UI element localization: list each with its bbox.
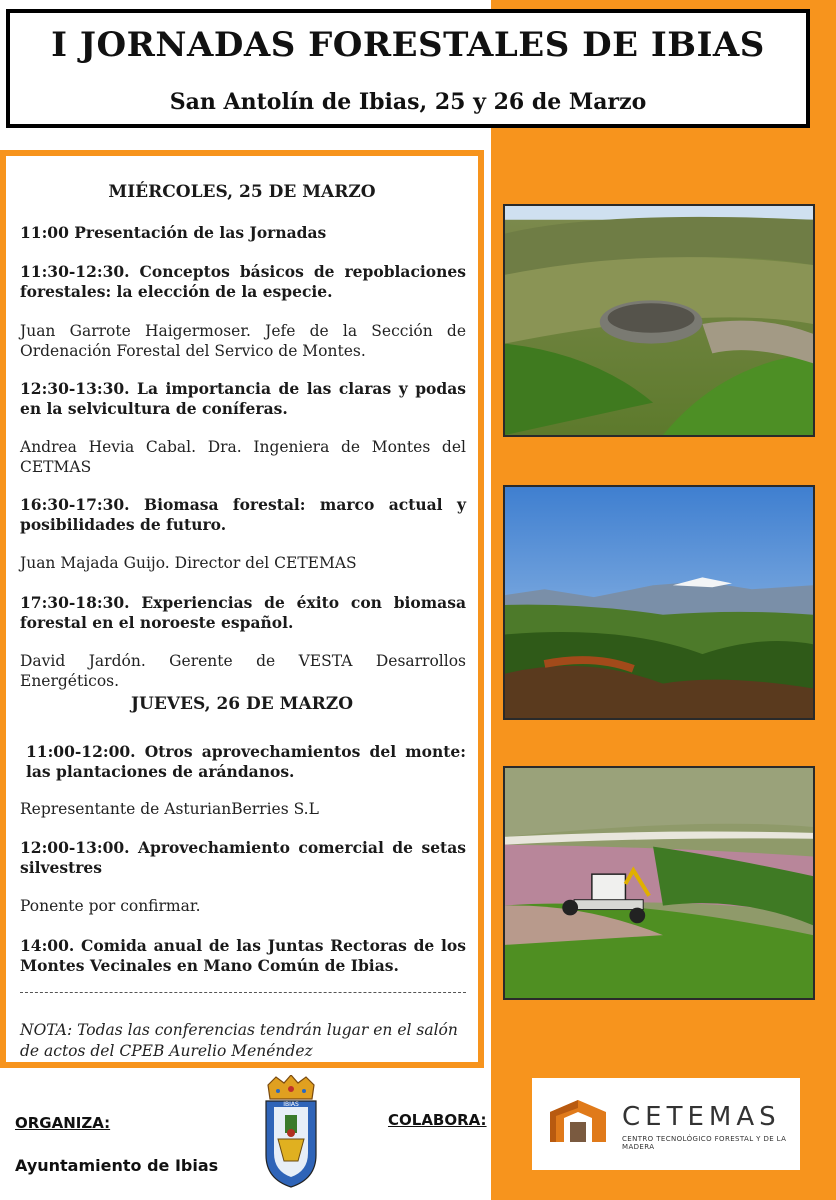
day2-item1-speaker: Representante de AsturianBerries S.L <box>20 800 319 818</box>
day2-item1-title: 11:00-12:00. Otros aprovechamientos del monte: las plantaciones de arándanos. <box>26 742 466 781</box>
day1-item3-title: 12:30-13:30. La importancia de las claras y podas en la selvicultura de coníferas. <box>20 379 466 418</box>
day1-heading: MIÉRCOLES, 25 DE MARZO <box>108 182 376 202</box>
cetemas-logo-icon <box>546 1098 610 1144</box>
day1-item5-speaker: David Jardón. Gerente de VESTA Desarrollos Energéticos. <box>20 652 466 690</box>
title-banner <box>6 9 810 128</box>
venue-note: NOTA: Todas las conferencias tendrán lugar en el salón de actos del CPEB Aurelio Menéndez <box>20 1021 458 1060</box>
dashed-divider <box>20 992 466 993</box>
photo-stone-hut <box>503 204 815 437</box>
cetemas-logo-tagline: CENTRO TECNOLÓGICO FORESTAL Y DE LA MADERA <box>622 1135 787 1151</box>
day1-item2-speaker: Juan Garrote Haigermoser. Jefe de la Sección de Ordenación Forestal del Servico de Montes. <box>20 322 466 360</box>
page-title: I JORNADAS FORESTALES DE IBIAS <box>51 25 765 65</box>
day1-item4-title: 16:30-17:30. Biomasa forestal: marco actual y posibilidades de futuro. <box>20 495 466 534</box>
cetemas-logo-box <box>532 1078 800 1170</box>
colabora-label: COLABORA: <box>388 1111 487 1129</box>
organiza-label: ORGANIZA: <box>15 1114 111 1132</box>
day1-item2-title: 11:30-12:30. Conceptos básicos de repoblaciones forestales: la elección de la especie. <box>20 262 466 301</box>
day2-item2-title: 12:00-13:00. Aprovechamiento comercial de setas silvestres <box>20 838 466 877</box>
day1-item4-speaker: Juan Majada Guijo. Director del CETEMAS <box>20 554 357 572</box>
photo-forest-machinery <box>503 766 815 1000</box>
page-subtitle: San Antolín de Ibias, 25 y 26 de Marzo <box>169 89 647 115</box>
day1-item1-title: 11:00 Presentación de las Jornadas <box>20 223 327 242</box>
day1-item5-title: 17:30-18:30. Experiencias de éxito con biomasa forestal en el noroeste español. <box>20 593 466 632</box>
day2-item2-speaker: Ponente por confirmar. <box>20 897 201 915</box>
organizer-name: Ayuntamiento de Ibias <box>15 1156 219 1175</box>
ibias-coat-of-arms <box>258 1075 324 1195</box>
program-panel <box>0 150 484 1068</box>
day2-heading: JUEVES, 26 DE MARZO <box>130 694 354 714</box>
day2-item3-title: 14:00. Comida anual de las Juntas Rectoras de los Montes Vecinales en Mano Común de Ibias. <box>20 936 466 975</box>
day1-item3-speaker: Andrea Hevia Cabal. Dra. Ingeniera de Montes del CETMAS <box>20 438 466 476</box>
crest-text: IBIAS <box>283 1101 299 1108</box>
photo-valley <box>503 485 815 720</box>
cetemas-logo-name: CETEMAS <box>622 1102 781 1132</box>
